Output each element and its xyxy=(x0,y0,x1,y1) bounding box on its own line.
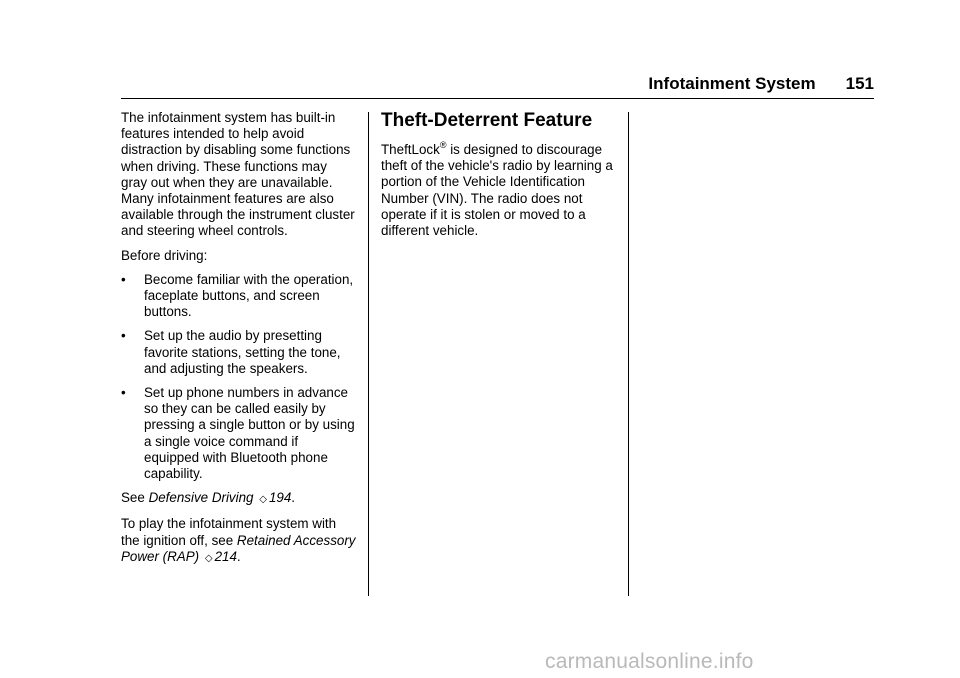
intro-paragraph: The infotainment system has built-in features intended to help avoid distraction by disabling some functions when driving. These functions may gray out when they are unavailable. Many infotainment features are also available through the instrument cluster and steering wheel controls. xyxy=(121,110,355,239)
page-ref-icon: ◇ xyxy=(204,552,213,564)
page-ref-number[interactable]: 214 xyxy=(214,548,237,564)
theftlock-paragraph xyxy=(381,139,616,239)
registered-mark: ® xyxy=(439,139,447,150)
header-rule xyxy=(121,98,874,99)
right-column xyxy=(381,110,616,247)
brand-name: TheftLock xyxy=(381,142,440,157)
see-reference: See Defensive Driving ◇ 194. xyxy=(121,490,296,506)
column-divider xyxy=(368,112,369,596)
bullet-icon: • xyxy=(121,328,126,344)
rap-link[interactable]: Retained Accessory Power (RAP) xyxy=(121,532,356,564)
column-divider xyxy=(628,112,629,596)
list-item-text: Set up the audio by presetting favorite stations, setting the tone, and adjusting the speakers. xyxy=(144,328,341,376)
bullet-icon: • xyxy=(121,271,126,287)
list-item xyxy=(121,385,356,482)
page-ref-number[interactable]: 194 xyxy=(268,490,292,506)
section-heading: Theft-Deterrent Feature xyxy=(381,110,593,131)
section-title: Infotainment System xyxy=(648,74,816,93)
theftlock-body: is designed to discourage theft of the vehicle's radio by learning a portion of the Vehicle Identification Number (VIN). The radio does not operate if it is stolen or moved to a different vehicle. xyxy=(381,142,613,239)
before-driving-label: Before driving: xyxy=(121,247,208,263)
left-column xyxy=(121,110,356,575)
list-item xyxy=(121,328,356,377)
defensive-driving-link[interactable]: Defensive Driving xyxy=(148,490,254,506)
ignition-reference: To play the infotainment system with the ignition off, see Retained Accessory Power (RAP) ◇ 214. xyxy=(121,516,356,564)
list-item-text: Become familiar with the operation, faceplate buttons, and screen buttons. xyxy=(144,271,354,320)
page-header xyxy=(121,70,874,97)
list-item xyxy=(121,272,356,321)
page-ref-icon: ◇ xyxy=(259,494,267,506)
list-item-text: Set up phone numbers in advance so they can be called easily by pressing a single button or by using a single voice command if equipped with Bluetooth phone capability. xyxy=(144,385,355,482)
watermark: carmanualsonline.info xyxy=(545,650,754,673)
page-number: 151 xyxy=(845,74,874,93)
bullet-icon: • xyxy=(121,385,126,401)
